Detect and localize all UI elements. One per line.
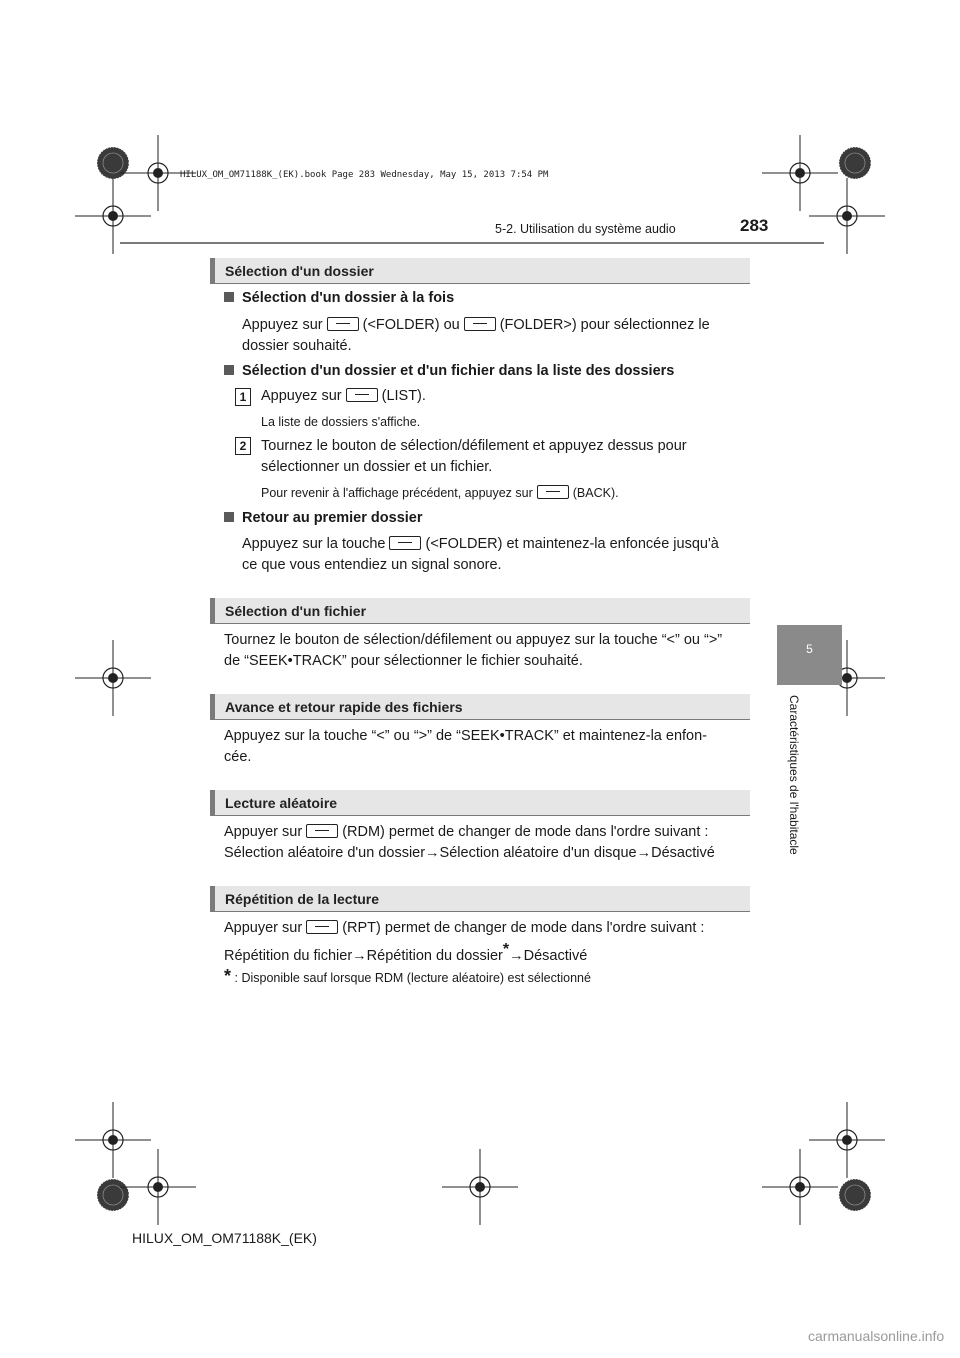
file-stamp: HILUX_OM_OM71188K_(EK).book Page 283 Wednesday, May 15, 2013 7:54 PM [180, 170, 549, 180]
step1-text: Appuyez sur (LIST). [261, 388, 426, 404]
paragraph-random: Appuyer sur (RDM) permet de changer de mode dans l'ordre suivant : Sélection aléatoire d'un dossier→Sélection aléatoire d'un disque→Désactivé [224, 824, 715, 861]
section-header-random: Lecture aléatoire [210, 790, 750, 816]
chapter-title: 5-2. Utilisation du système audio [495, 222, 676, 236]
paragraph-repeat: Appuyer sur (RPT) permet de changer de mode dans l'ordre suivant : Répétition du fichier→Répétition du dossier*→Désactivé [224, 920, 705, 964]
step2-text: Tournez le bouton de sélection/défilement et appuyez dessus pour sélectionner un dossier et un fichier. [261, 438, 687, 475]
button-icon [346, 388, 378, 402]
section-header-repeat: Répétition de la lecture [210, 886, 750, 912]
watermark: carmanualsonline.info [808, 1328, 945, 1344]
button-icon [306, 920, 338, 934]
step-number: 2 [235, 437, 251, 455]
button-icon [389, 536, 421, 550]
step1-note: La liste de dossiers s'affiche. [261, 415, 421, 429]
paragraph-first-folder: Appuyez sur la touche (<FOLDER) et maintenez-la enfoncée jusqu'à ce que vous entendiez un signal sonore. [242, 536, 719, 573]
subheading-first-folder: Retour au premier dossier [224, 510, 423, 526]
section-header-fast-forward: Avance et retour rapide des fichiers [210, 694, 750, 720]
footnote: * : Disponible sauf lorsque RDM (lecture aléatoire) est sélectionné [224, 966, 591, 986]
subheading-folder-one: Sélection d'un dossier à la fois [224, 290, 454, 306]
paragraph-file: Tournez le bouton de sélection/défilement ou appuyez sur la touche “<” ou “>” de “SEEK•TRACK” pour sélectionner le fichier souhaité. [224, 632, 723, 669]
step2-note: Pour revenir à l'affichage précédent, appuyez sur (BACK). [261, 486, 619, 500]
paragraph-folder-one: Appuyez sur (<FOLDER) ou (FOLDER>) pour sélectionnez le dossier souhaité. [242, 317, 710, 354]
step-number: 1 [235, 388, 251, 406]
page-number: 283 [740, 216, 769, 235]
subheading-folder-list: Sélection d'un dossier et d'un fichier dans la liste des dossiers [224, 363, 674, 379]
header-rule [120, 242, 824, 244]
footer-code: HILUX_OM_OM71188K_(EK) [132, 1230, 317, 1246]
button-icon [327, 317, 359, 331]
button-icon [306, 824, 338, 838]
chapter-number: 5 [777, 625, 842, 685]
section-header-folder: Sélection d'un dossier [210, 258, 750, 284]
button-icon [464, 317, 496, 331]
section-header-file: Sélection d'un fichier [210, 598, 750, 624]
side-tab [777, 625, 842, 857]
chapter-label: Caractéristiques de l'habitacle [787, 695, 801, 855]
paragraph-fast-forward: Appuyez sur la touche “<” ou “>” de “SEEK•TRACK” et maintenez-la enfon- cée. [224, 728, 707, 765]
button-icon [537, 485, 569, 499]
